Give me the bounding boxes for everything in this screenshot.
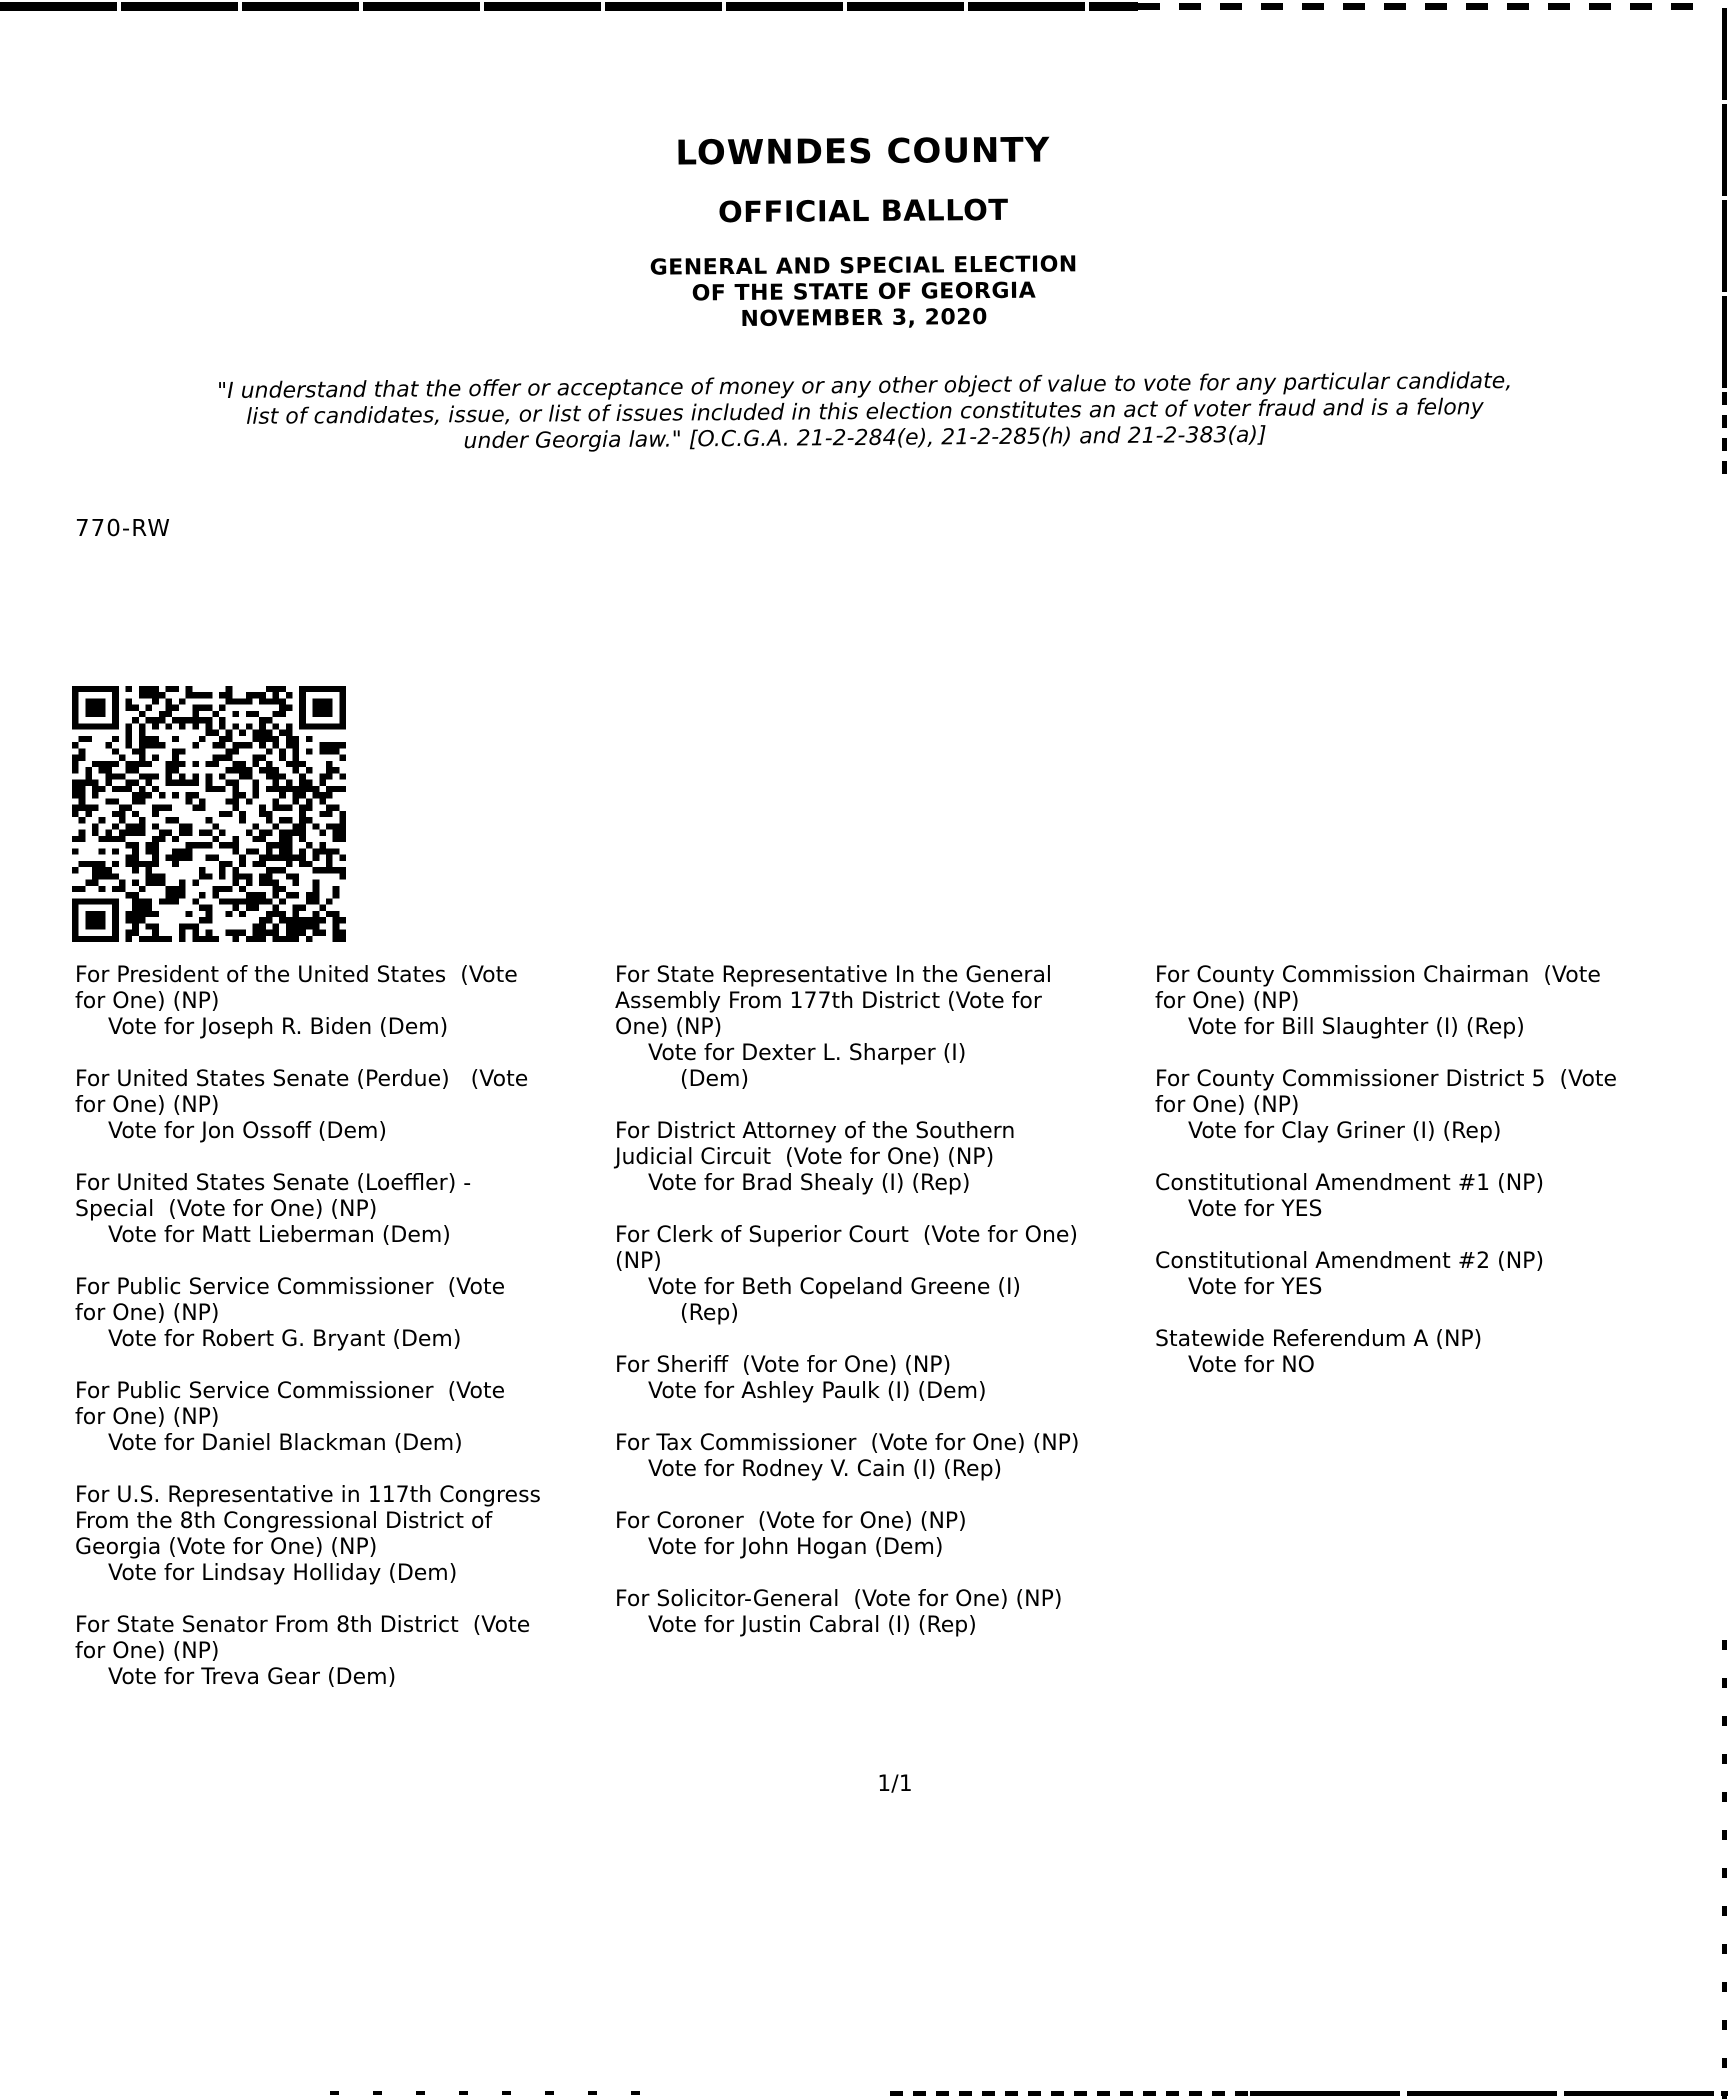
contest-office-line: For District Attorney of the Southern [615,1119,1016,1144]
contest-column-left [75,963,615,1717]
contest [615,1509,1155,1561]
contest-office-line: for One) (NP) [1155,989,1300,1014]
contest-vote-line: Vote for Jon Ossoff (Dem) [108,1119,388,1144]
election-title-line: OF THE STATE OF GEORGIA [691,278,1037,307]
contest-office-line: Assembly From 177th District (Vote for [615,989,1042,1014]
county-title: LOWNDES COUNTY [675,130,1051,174]
contest-vote-line: Vote for Ashley Paulk (I) (Dem) [648,1379,987,1404]
contest-office-line: Constitutional Amendment #1 (NP) [1155,1171,1545,1196]
contest-vote-line: Vote for Dexter L. Sharper (I) [648,1041,967,1066]
contest-office-line: for One) (NP) [75,989,220,1014]
contest [615,963,1155,1093]
contest-office-line: For Public Service Commissioner (Vote [75,1379,506,1404]
contest [615,1223,1155,1327]
contest-vote-line: Vote for Lindsay Holliday (Dem) [108,1561,458,1586]
contest-vote-line: Vote for YES [1188,1197,1323,1222]
contest-vote-line: Vote for Beth Copeland Greene (I) [648,1275,1022,1300]
contest [1155,1067,1728,1145]
scan-artifact-bottom-edge-mid [890,2091,1250,2096]
fraud-disclaimer-line: under Georgia law." [O.C.G.A. 21-2-284(e), 21-2-285(h) and 21-2-383(a)] [463,422,1267,455]
contest-office-line: for One) (NP) [1155,1093,1300,1118]
contest-vote-line: Vote for Joseph R. Biden (Dem) [108,1015,449,1040]
contest-vote-line: Vote for Robert G. Bryant (Dem) [108,1327,462,1352]
contest [75,1483,615,1587]
scan-artifact-bottom-edge [330,2091,660,2095]
contest-office-line: For United States Senate (Perdue) (Vote [75,1067,529,1092]
contest-office-line: From the 8th Congressional District of [75,1509,493,1534]
contest-office-line: For State Representative In the General [615,963,1053,988]
contest-vote-line: Vote for Bill Slaughter (I) (Rep) [1188,1015,1525,1040]
qr-code-icon [72,686,346,942]
scan-artifact-bottom-edge-right [1250,2091,1728,2096]
contest-office-line: Constitutional Amendment #2 (NP) [1155,1249,1545,1274]
contest [75,963,615,1041]
contest-office-line: For Tax Commissioner (Vote for One) (NP) [615,1431,1080,1456]
contest-office-line: For United States Senate (Loeffler) - [75,1171,472,1196]
contest [615,1587,1155,1639]
contest-office-line: for One) (NP) [75,1405,220,1430]
contest-office-line: For Coroner (Vote for One) (NP) [615,1509,967,1534]
contest-office-line: For Clerk of Superior Court (Vote for One) [615,1223,1078,1248]
fraud-disclaimer [1,367,1728,459]
ballot-style-code: 770-RW [75,516,171,542]
contest-vote-line: Vote for Clay Griner (I) (Rep) [1188,1119,1502,1144]
contest-office-line: for One) (NP) [75,1301,220,1326]
contest-vote-line: Vote for Rodney V. Cain (I) (Rep) [648,1457,1003,1482]
contest-office-line: For County Commission Chairman (Vote [1155,963,1601,988]
contest [75,1067,615,1145]
contest-vote-line: (Dem) [680,1067,750,1092]
ballot-header [0,125,1728,339]
fraud-disclaimer-line: list of candidates, issue, or list of issues included in this election constitutes an act of voter fraud and is a felony [245,395,1484,430]
contest [615,1119,1155,1197]
contest-office-line: Judicial Circuit (Vote for One) (NP) [615,1145,995,1170]
contest-office-line: for One) (NP) [75,1639,220,1664]
contest-office-line: Georgia (Vote for One) (NP) [75,1535,378,1560]
contest [1155,1249,1728,1301]
ballot-type-title: OFFICIAL BALLOT [717,192,1009,230]
election-title-line: NOVEMBER 3, 2020 [740,305,988,332]
contest-vote-line: Vote for Justin Cabral (I) (Rep) [648,1613,977,1638]
contest-office-line: For U.S. Representative in 117th Congress [75,1483,541,1508]
election-title-line: GENERAL AND SPECIAL ELECTION [649,252,1078,281]
contest [75,1171,615,1249]
contest-columns [75,963,1728,1717]
contest-office-line: for One) (NP) [75,1093,220,1118]
contest [615,1353,1155,1405]
contest [1155,1327,1728,1379]
scan-artifact-top-edge-dashes [1138,3,1704,10]
contest-office-line: For President of the United States (Vote [75,963,518,988]
contest-office-line: Special (Vote for One) (NP) [75,1197,378,1222]
contest-office-line: For Public Service Commissioner (Vote [75,1275,506,1300]
fraud-disclaimer-line: "I understand that the offer or acceptance of money or any other object of value to vote for any particular candidate, [216,368,1513,405]
contest [75,1379,615,1457]
contest [75,1275,615,1353]
contest [1155,1171,1728,1223]
contest-office-line: For Sheriff (Vote for One) (NP) [615,1353,952,1378]
contest-office-line: Statewide Referendum A (NP) [1155,1327,1483,1352]
contest-vote-line: (Rep) [680,1301,739,1326]
contest-column-middle [615,963,1155,1717]
contest-office-line: For State Senator From 8th District (Vote [75,1613,531,1638]
page-number: 1/1 [877,1772,913,1797]
scan-artifact-top-edge [0,2,1138,11]
election-title [0,247,1728,339]
contest-vote-line: Vote for John Hogan (Dem) [648,1535,944,1560]
contest [75,1613,615,1691]
contest-office-line: One) (NP) [615,1015,723,1040]
contest-office-line: For County Commissioner District 5 (Vote [1155,1067,1618,1092]
contest [615,1431,1155,1483]
contest-column-right [1155,963,1728,1717]
contest-vote-line: Vote for NO [1188,1353,1315,1378]
contest-office-line: (NP) [615,1249,662,1274]
contest-vote-line: Vote for Brad Shealy (I) (Rep) [648,1171,971,1196]
contest-vote-line: Vote for Matt Lieberman (Dem) [108,1223,451,1248]
contest-office-line: For Solicitor-General (Vote for One) (NP) [615,1587,1063,1612]
header-group [0,0,1726,455]
contest-vote-line: Vote for Daniel Blackman (Dem) [108,1431,463,1456]
contest [1155,963,1728,1041]
contest-vote-line: Vote for Treva Gear (Dem) [108,1665,397,1690]
contest-vote-line: Vote for YES [1188,1275,1323,1300]
